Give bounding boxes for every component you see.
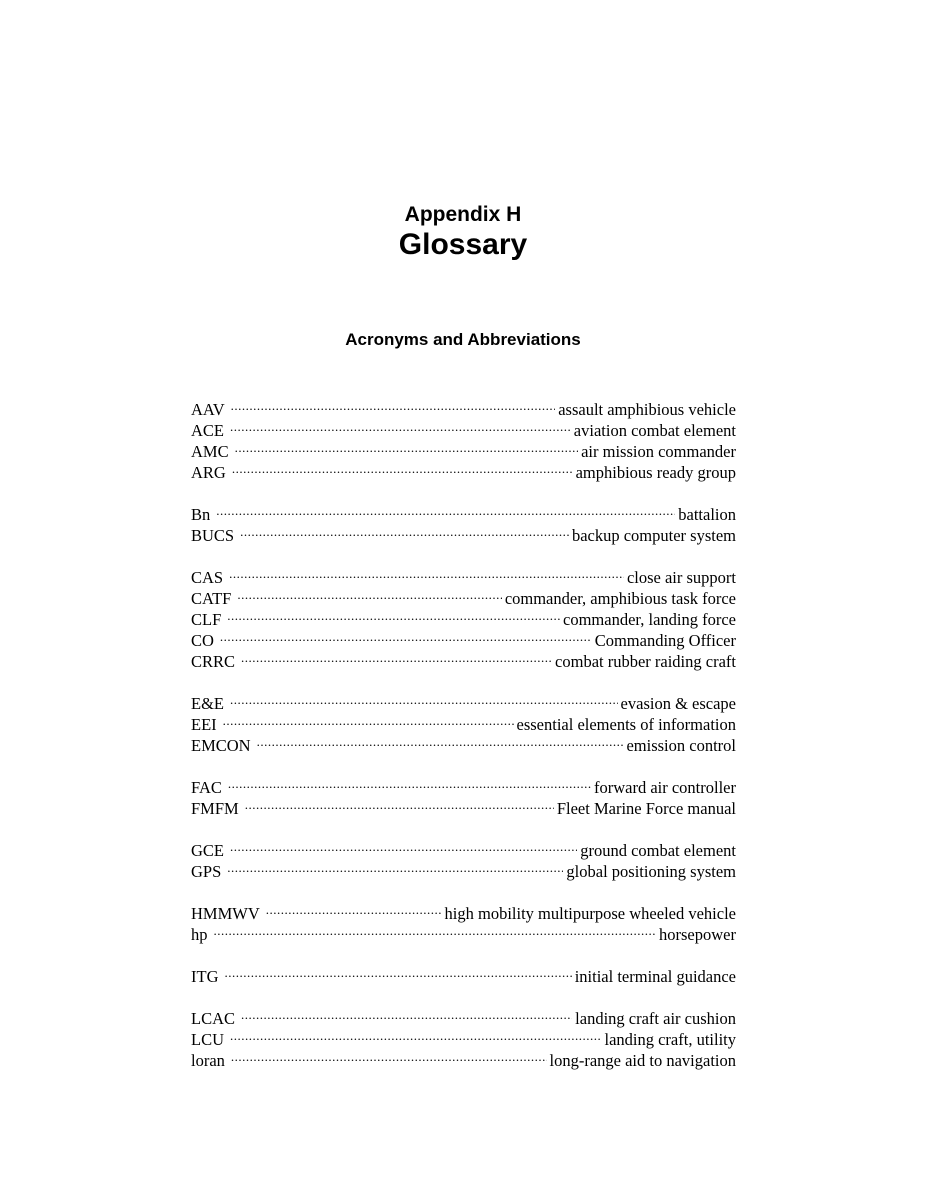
dot-leader	[225, 961, 572, 982]
dot-leader	[229, 562, 624, 583]
dot-leader	[230, 415, 571, 436]
section-heading: Acronyms and Abbreviations	[345, 330, 581, 349]
glossary-term: FMFM	[191, 799, 239, 818]
glossary-group	[191, 1003, 736, 1070]
glossary-entry	[191, 394, 736, 419]
dot-leader	[257, 730, 624, 751]
dot-leader	[230, 688, 618, 709]
dot-leader	[231, 394, 556, 415]
glossary-definition: commander, landing force	[563, 610, 736, 629]
glossary-term: hp	[191, 925, 208, 944]
glossary-term: BUCS	[191, 526, 235, 545]
glossary-definition: Fleet Marine Force manual	[556, 799, 736, 818]
glossary-definition: essential elements of information	[516, 715, 736, 734]
glossary-entry	[191, 1003, 736, 1028]
glossary-term: CRRC	[191, 652, 236, 671]
glossary-definition: commander, amphibious task force	[504, 589, 736, 608]
glossary-term: EEI	[191, 715, 217, 734]
glossary-term: LCAC	[191, 1009, 236, 1028]
glossary-group	[191, 898, 736, 944]
dot-leader	[266, 898, 442, 919]
glossary-entry	[191, 961, 736, 986]
glossary-definition: backup computer system	[571, 526, 736, 545]
glossary-definition: aviation combat element	[573, 421, 736, 440]
glossary-group	[191, 688, 736, 755]
dot-leader	[241, 646, 552, 667]
glossary-term: ACE	[191, 421, 224, 440]
glossary-term: CAS	[191, 568, 224, 587]
glossary-definition: forward air controller	[593, 778, 736, 797]
glossary-term: CATF	[191, 589, 232, 608]
dot-leader	[223, 709, 514, 730]
glossary-group	[191, 394, 736, 482]
glossary-term: AAV	[191, 400, 225, 419]
dot-leader	[232, 457, 573, 478]
dot-leader	[241, 1003, 572, 1024]
dot-leader	[240, 520, 569, 541]
glossary-definition: air mission commander	[581, 442, 736, 461]
glossary-term: CO	[191, 631, 214, 650]
glossary-term: GCE	[191, 841, 224, 860]
dot-leader	[230, 835, 577, 856]
glossary-definition: landing craft air cushion	[575, 1009, 736, 1028]
glossary-definition: ground combat element	[580, 841, 736, 860]
glossary-entry	[191, 520, 736, 545]
glossary-term: GPS	[191, 862, 222, 881]
glossary-entry	[191, 835, 736, 860]
glossary-term: Bn	[191, 505, 211, 524]
glossary-definition: horsepower	[659, 925, 736, 944]
glossary-term: AMC	[191, 442, 229, 461]
glossary-definition: Commanding Officer	[594, 631, 736, 650]
glossary-entry	[191, 919, 736, 944]
glossary-entry	[191, 688, 736, 713]
glossary-term: loran	[191, 1051, 225, 1070]
glossary-entry	[191, 772, 736, 797]
glossary-group	[191, 772, 736, 818]
glossary-group	[191, 961, 736, 986]
glossary-group	[191, 835, 736, 881]
glossary-list	[191, 394, 736, 1087]
dot-leader	[216, 499, 675, 520]
dot-leader	[231, 1045, 547, 1066]
glossary-definition: assault amphibious vehicle	[558, 400, 736, 419]
glossary-group	[191, 562, 736, 671]
glossary-term: CLF	[191, 610, 222, 629]
glossary-definition: emission control	[626, 736, 736, 755]
dot-leader	[237, 583, 501, 604]
glossary-term: EMCON	[191, 736, 251, 755]
dot-leader	[220, 625, 592, 646]
page-title: Glossary	[398, 228, 528, 261]
dot-leader	[245, 793, 554, 814]
dot-leader	[227, 856, 563, 877]
glossary-entry	[191, 562, 736, 587]
glossary-group	[191, 499, 736, 545]
glossary-definition: high mobility multipurpose wheeled vehicle	[444, 904, 736, 923]
glossary-definition: combat rubber raiding craft	[555, 652, 736, 671]
dot-leader	[230, 1024, 601, 1045]
glossary-definition: global positioning system	[566, 862, 736, 881]
glossary-term: E&E	[191, 694, 224, 713]
glossary-entry	[191, 499, 736, 524]
glossary-term: ARG	[191, 463, 226, 482]
dot-leader	[214, 919, 657, 940]
glossary-definition: battalion	[678, 505, 736, 524]
glossary-definition: long-range aid to navigation	[549, 1051, 736, 1070]
glossary-definition: landing craft, utility	[604, 1030, 736, 1049]
glossary-definition: close air support	[626, 568, 736, 587]
glossary-definition: initial terminal guidance	[574, 967, 736, 986]
glossary-term: ITG	[191, 967, 219, 986]
dot-leader	[235, 436, 579, 457]
glossary-term: FAC	[191, 778, 222, 797]
glossary-term: LCU	[191, 1030, 224, 1049]
dot-leader	[227, 604, 560, 625]
appendix-label: Appendix H	[404, 203, 522, 226]
glossary-definition: amphibious ready group	[575, 463, 736, 482]
glossary-entry	[191, 898, 736, 923]
dot-leader	[228, 772, 591, 793]
glossary-definition: evasion & escape	[620, 694, 736, 713]
glossary-term: HMMWV	[191, 904, 260, 923]
